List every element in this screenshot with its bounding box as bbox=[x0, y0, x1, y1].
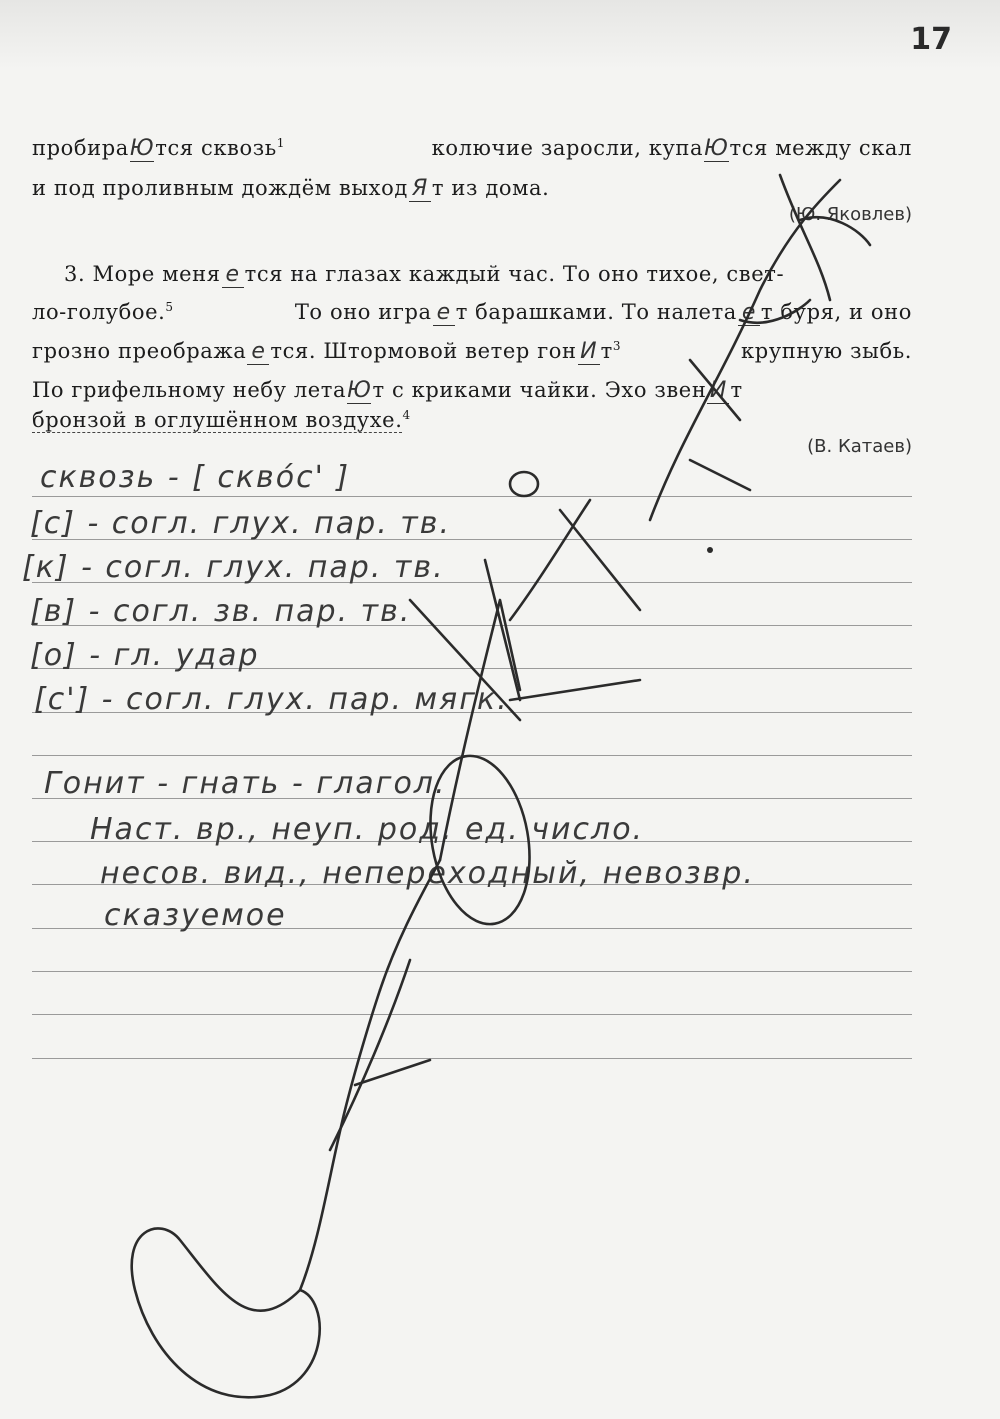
text-line-1: пробираЮтся сквозь$^1$ колючие заросли, купаЮтся между скал bbox=[32, 136, 912, 161]
inserted-letter: е bbox=[433, 300, 455, 326]
text-line-7: бронзой в оглушённом воздухе. 4 bbox=[32, 408, 411, 432]
inserted-letter: Ю bbox=[347, 378, 372, 403]
handwriting-line: [с'] - согл. глух. пар. мягк. bbox=[34, 682, 509, 717]
handwriting-line: сквозь - [ скво́с' ] bbox=[40, 460, 351, 495]
text-line-4: ло-голубое.$^5$ То оно игра е т барашками. То налета е т буря, и оно bbox=[32, 300, 912, 325]
handwriting-line: [с] - согл. глух. пар. тв. bbox=[30, 506, 451, 541]
inserted-letter: Ю bbox=[704, 136, 729, 161]
page-number: 17 bbox=[910, 22, 952, 57]
inserted-letter: е bbox=[738, 300, 760, 326]
text-line-5: грозно преобража е тся. Штормовой ветер гон И $т^3$ крупную зыбь. bbox=[32, 339, 912, 364]
text-line-6: По грифельному небу летаЮт с криками чайки. Эхо звен И т bbox=[32, 378, 743, 403]
attribution-yakovlev: (Ю. Яковлев) bbox=[788, 204, 912, 225]
handwriting-line: [о] - гл. удар bbox=[30, 638, 260, 673]
handwriting-line: сказуемое bbox=[104, 898, 287, 933]
handwriting-line: Наст. вр., неуп. род. ед. число. bbox=[90, 812, 645, 847]
inserted-letter: И bbox=[578, 339, 600, 365]
inserted-letter: И bbox=[707, 378, 729, 404]
handwriting-line: несов. вид., непереходный, невозвр. bbox=[100, 856, 755, 891]
inserted-letter: е bbox=[247, 339, 269, 365]
attribution-kataev: (В. Катаев) bbox=[807, 436, 912, 457]
inserted-letter: Я bbox=[409, 176, 431, 202]
handwriting-line: [в] - согл. зв. пар. тв. bbox=[30, 594, 412, 629]
text-line-3: 3. Море меня е тся на глазах каждый час. То оно тихое, свет- bbox=[64, 262, 785, 287]
inserted-letter: е bbox=[222, 262, 244, 288]
text-line-2: и под проливным дождём выход Я т из дома. bbox=[32, 176, 550, 201]
scan-shadow bbox=[0, 0, 1000, 70]
handwriting-line: [к] - согл. глух. пар. тв. bbox=[22, 550, 445, 585]
handwriting-line: Гонит - гнать - глагол. bbox=[44, 766, 447, 801]
inserted-letter: Ю bbox=[129, 136, 155, 161]
